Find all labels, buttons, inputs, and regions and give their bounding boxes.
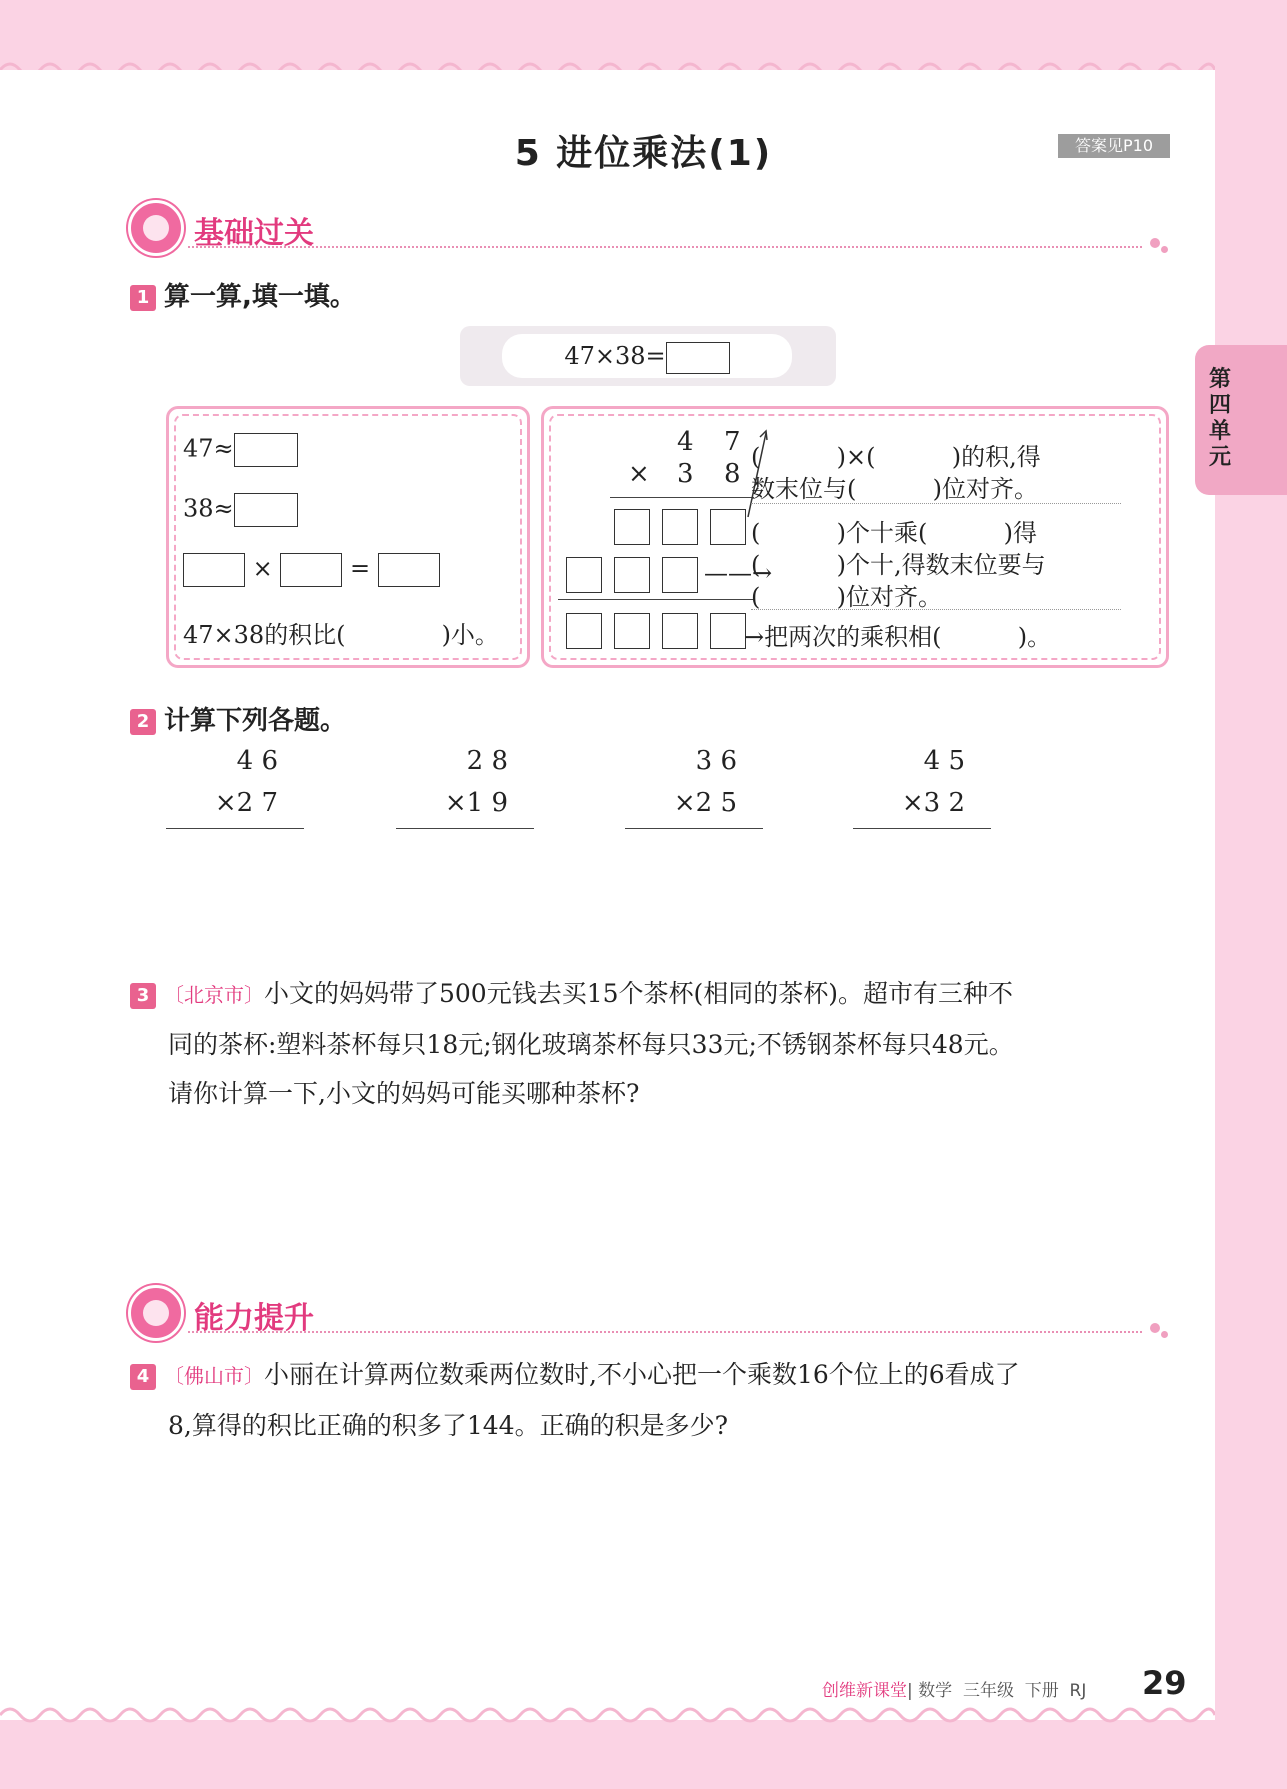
region-tag: 〔北京市〕 [164, 983, 264, 1007]
question-text: 计算下列各题。 [164, 706, 347, 736]
region-tag: 〔佛山市〕 [164, 1364, 264, 1388]
section-title: 能力提升 [194, 1301, 314, 1336]
question-line-2: 同的茶杯:塑料茶杯每只18元;钢化玻璃茶杯每只33元;不锈钢茶杯每只48元。 [168, 1030, 1014, 1059]
right-arrow: ——→ [704, 559, 773, 587]
sum-box-2[interactable] [614, 613, 650, 649]
hint-line-4: ( )个十,得数末位要与 [751, 551, 1046, 579]
mascot-icon [128, 200, 184, 256]
estimate-panel [166, 406, 530, 668]
question-1-heading [130, 276, 356, 313]
question-number: 1 [130, 285, 156, 311]
problem-1-top: 4 6 [236, 746, 278, 776]
hint-line-6: →把两次的乘积相( )。 [744, 623, 1052, 651]
answer-reference-tag: 答案见P10 [1058, 134, 1170, 158]
question-number: 3 [130, 983, 156, 1009]
section-header-advanced [128, 1285, 1168, 1345]
problem-4-top: 4 5 [923, 746, 965, 776]
answer-box[interactable] [666, 342, 730, 374]
factor-box-1[interactable] [183, 553, 245, 587]
equation-text: 47×38= [564, 342, 666, 370]
page-title: 5 进位乘法(1) [514, 133, 773, 174]
estimate-47-label: 47≈ [183, 434, 234, 463]
digit-3: 3 [677, 459, 694, 489]
question-2-heading [130, 700, 346, 737]
question-number: 4 [130, 1364, 156, 1390]
mascot-icon [128, 1285, 184, 1341]
bottom-wave-border [0, 1700, 1215, 1730]
footer [822, 1676, 1086, 1701]
problem-2-top: 2 8 [466, 746, 508, 776]
hint-line-3: ( )个十乘( )得 [751, 519, 1038, 547]
hint-line-1: ( )×( )的积,得 [751, 443, 1041, 471]
hint-line-2: 数末位与( )位对齐。 [751, 475, 1039, 503]
unit-label: 第四单元 [1208, 367, 1231, 470]
partial-box-6[interactable] [662, 557, 698, 593]
question-line-2: 8,算得的积比正确的积多了144。正确的积是多少? [168, 1411, 728, 1440]
digit-8: 8 [724, 459, 741, 489]
factor-box-2[interactable] [280, 553, 342, 587]
sum-box-4[interactable] [710, 613, 746, 649]
problem-4-bottom: ×3 2 [901, 788, 965, 818]
compare-text: 47×38的积比( [183, 621, 346, 649]
partial-box-3[interactable] [710, 509, 746, 545]
partial-box-2[interactable] [662, 509, 698, 545]
question-text: 算一算,填一填。 [164, 282, 356, 312]
estimate-47-box[interactable] [234, 433, 298, 467]
equation-card [460, 326, 836, 386]
sum-box-1[interactable] [566, 613, 602, 649]
compare-end: )小。 [441, 621, 499, 649]
problem-1-bottom: ×2 7 [214, 788, 278, 818]
question-3 [130, 969, 1180, 1118]
question-line-3: 请你计算一下,小文的妈妈可能买哪种茶杯? [168, 1079, 640, 1108]
footer-info: | 数学 三年级 下册 RJ [907, 1681, 1087, 1701]
section-title: 基础过关 [194, 216, 314, 251]
partial-box-4[interactable] [566, 557, 602, 593]
digit-4: 4 [677, 427, 694, 457]
problem-3-top: 3 6 [695, 746, 737, 776]
problem-2-bottom: ×1 9 [444, 788, 508, 818]
multiply-sign: × [628, 459, 650, 489]
question-line-1: 小文的妈妈带了500元钱去买15个茶杯(相同的茶杯)。超市有三种不 [264, 979, 1014, 1008]
hint-line-5: ( )位对齐。 [751, 583, 943, 611]
page-number: 29 [1142, 1664, 1187, 1702]
partial-box-5[interactable] [614, 557, 650, 593]
estimate-38-box[interactable] [234, 493, 298, 527]
section-header-basic [128, 200, 1168, 260]
partial-box-1[interactable] [614, 509, 650, 545]
brand-name: 创维新课堂 [822, 1681, 907, 1701]
question-line-1: 小丽在计算两位数乘两位数时,不小心把一个乘数16个位上的6看成了 [264, 1360, 1020, 1389]
question-number: 2 [130, 709, 156, 735]
page-sheet [0, 70, 1215, 1720]
product-box[interactable] [378, 553, 440, 587]
vertical-multiplication-panel [541, 406, 1169, 668]
problem-3-bottom: ×2 5 [673, 788, 737, 818]
estimate-38-label: 38≈ [183, 494, 234, 523]
sum-box-3[interactable] [662, 613, 698, 649]
times-sign: × [252, 554, 273, 583]
question-4 [130, 1350, 1180, 1450]
unit-side-tab[interactable] [1195, 345, 1287, 495]
digit-7: 7 [724, 427, 741, 457]
equals-sign: = [350, 554, 371, 583]
